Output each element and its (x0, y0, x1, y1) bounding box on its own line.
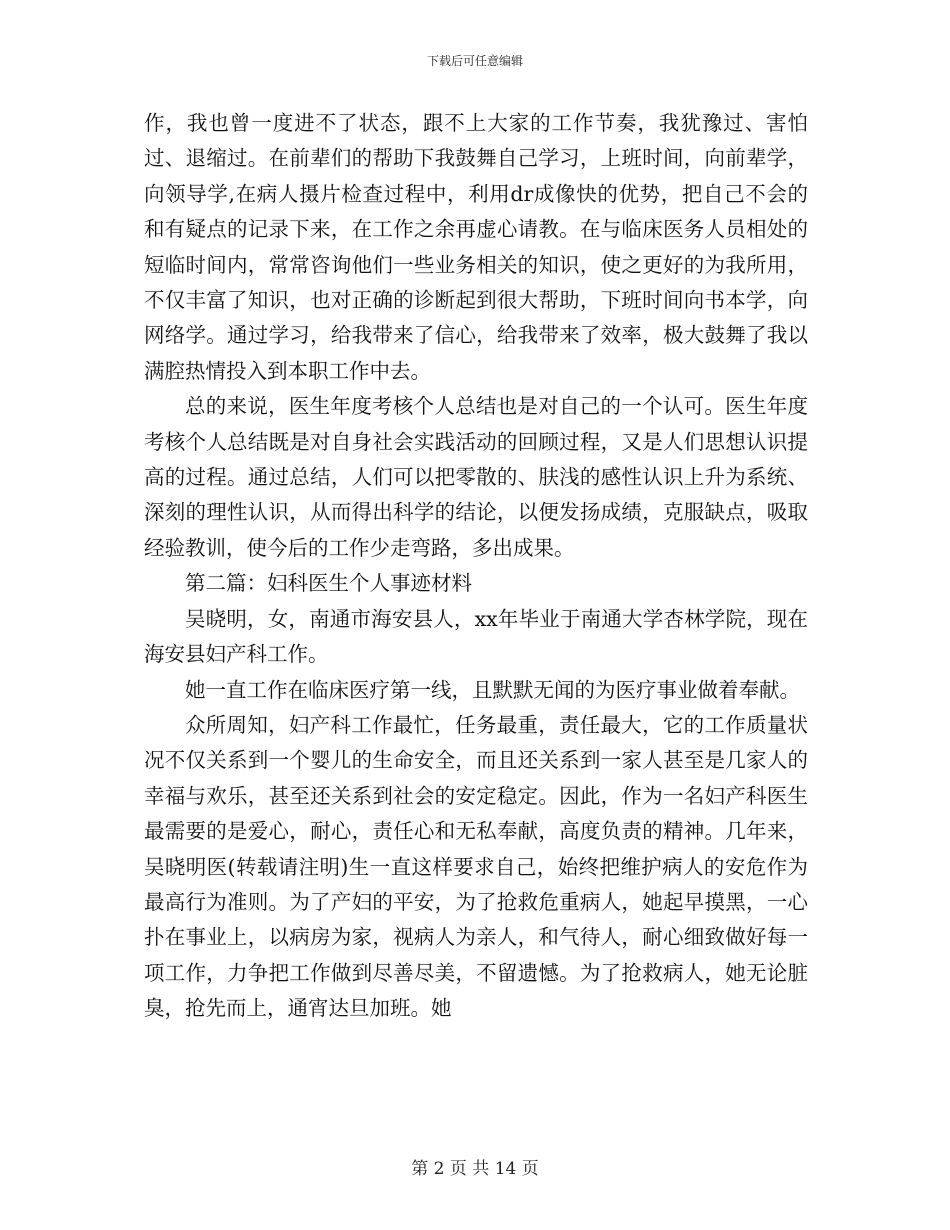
paragraph: 众所周知，妇产科工作最忙，任务最重，责任最大，它的工作质量状况不仅关系到一个婴儿的生命安全，而且还关系到一家人甚至是几家人的幸福与欢乐，甚至还关系到社会的安定稳定。因此，作为一名妇产科医生最需要的是爱心，耐心，责任心和无私奉献，高度负责的精神。几年来，吴晓明医(转载请注明)生一直这样要求自己，始终把维护病人的安危作为最高行为准则。为了产妇的平安，为了抢救危重病人，她起早摸黑，一心扑在事业上，以病房为家，视病人为亲人，和气待人，耐心细致做好每一项工作，力争把工作做到尽善尽美，不留遗憾。为了抢救病人，她无论脏臭，抢先而上，通宵达旦加班。她 (144, 712, 808, 1021)
page-footer: 第 2 页 共 14 页 (411, 1159, 539, 1179)
paragraph: 吴晓明，女，南通市海安县人，xx年毕业于南通大学杏林学院，现在海安县妇产科工作。 (144, 606, 808, 667)
paragraph: 总的来说，医生年度考核个人总结也是对自己的一个认可。医生年度考核个人总结既是对自身社会实践活动的回顾过程，又是人们思想认识提高的过程。通过总结，人们可以把零散的、肤浅的感性认识上升为系统、深刻的理性认识，从而得出科学的结论，以便发扬成绩，克服缺点，吸取经验教训，使今后的工作少走弯路，多出成果。 (144, 394, 808, 560)
page-header: 下载后可任意编辑 (426, 54, 523, 68)
paragraph: 她一直工作在临床医疗第一线，且默默无闻的为医疗事业做着奉献。 (185, 677, 800, 702)
document-body (144, 106, 808, 1027)
section-heading: 第二篇：妇科医生个人事迹材料 (185, 571, 472, 596)
paragraph: 作，我也曾一度进不了状态，跟不上大家的工作节奏，我犹豫过、害怕过、退缩过。在前辈们的帮助下我鼓舞自己学习，上班时间，向前辈学，向领导学,在病人摄片检查过程中，利用dr成像快的优势，把自己不会的和有疑点的记录下来，在工作之余再虚心请教。在与临床医务人员相处的短临时间内，常常咨询他们一些业务相关的知识，使之更好的为我所用，不仅丰富了知识，也对正确的诊断起到很大帮助，下班时间向书本学，向网络学。通过学习，给我带来了信心，给我带来了效率，极大鼓舞了我以满腔热情投入到本职工作中去。 (144, 111, 808, 383)
